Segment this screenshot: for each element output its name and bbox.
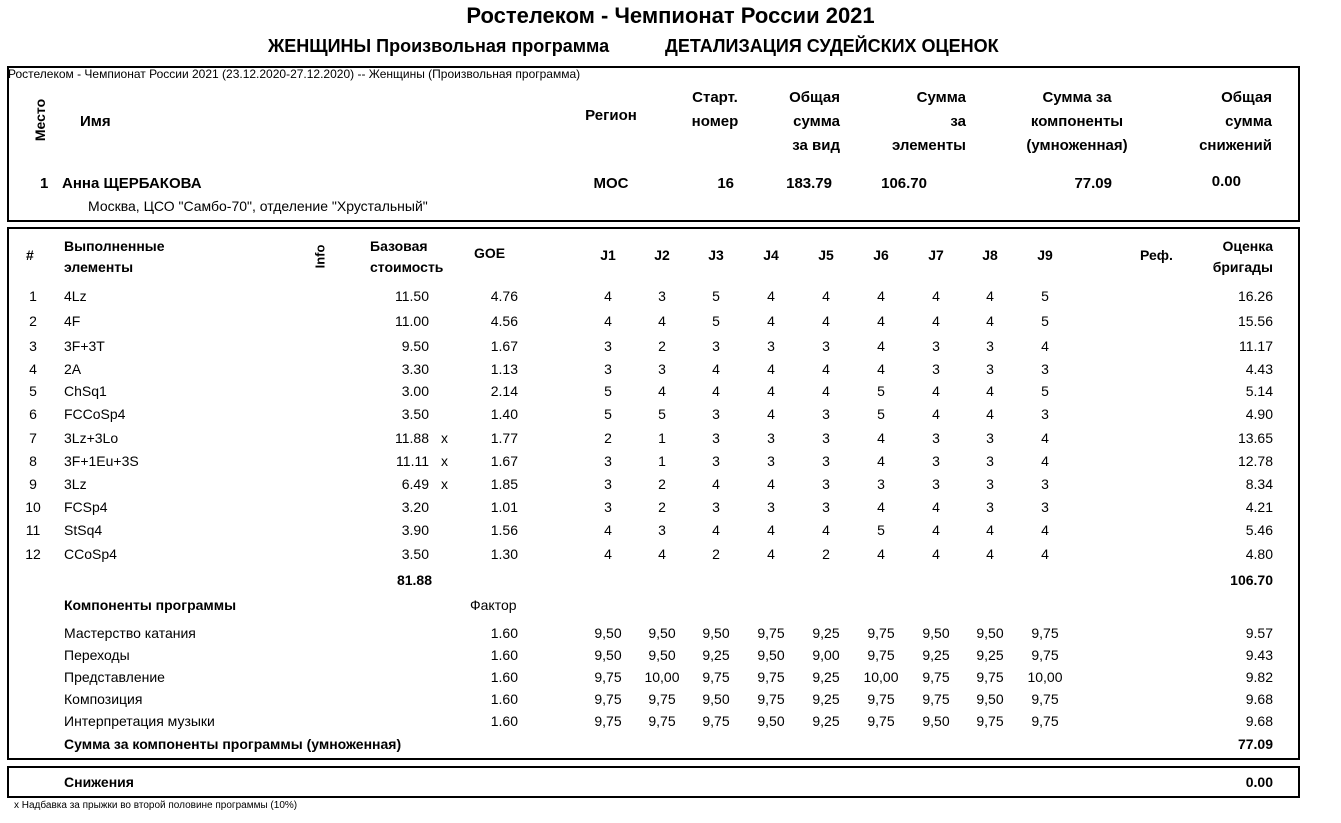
judge-score: 4	[604, 313, 612, 329]
skater-place: 1	[40, 175, 49, 192]
col-executed	[64, 236, 165, 278]
components-title: Компоненты программы	[64, 597, 237, 613]
judge-score: 4	[822, 383, 830, 399]
judge-score: 4	[658, 383, 666, 399]
col-ref: Реф.	[1140, 247, 1173, 263]
judge-score: 3	[604, 476, 612, 492]
judge-score: 4	[877, 338, 885, 354]
judge-score: 9,25	[812, 691, 840, 707]
judge-score: 4	[658, 313, 666, 329]
element-name: 3Lz+3Lo	[64, 430, 119, 446]
bonus-marker: x	[441, 430, 448, 446]
judge-score: 4	[767, 406, 775, 422]
element-base-value: 3.50	[401, 546, 429, 562]
col-info: Info	[312, 244, 328, 269]
judge-score: 2	[658, 499, 666, 515]
judge-score: 9,50	[757, 713, 785, 729]
judge-score: 4	[986, 383, 994, 399]
judge-score: 4	[986, 288, 994, 304]
col-judge-8: J8	[982, 247, 998, 263]
judge-score: 9,75	[757, 669, 785, 685]
component-name: Композиция	[64, 691, 143, 707]
judge-score: 5	[604, 383, 612, 399]
judge-score: 4	[712, 522, 720, 538]
judge-score: 3	[712, 406, 720, 422]
element-base-value: 3.50	[401, 406, 429, 422]
element-panel-score: 4.21	[1245, 499, 1273, 515]
col-judge-2: J2	[654, 247, 670, 263]
element-base-value: 9.50	[401, 338, 429, 354]
judge-score: 9,75	[867, 713, 895, 729]
judge-score: 9,50	[757, 647, 785, 663]
judge-score: 4	[604, 522, 612, 538]
col-num: #	[26, 247, 34, 263]
element-panel-score: 4.80	[1245, 546, 1273, 562]
judge-score: 3	[986, 338, 994, 354]
col-judge-1: J1	[600, 247, 616, 263]
judge-score: 5	[1041, 383, 1049, 399]
judge-score: 9,75	[976, 669, 1004, 685]
label: Оценка	[1222, 238, 1273, 254]
judge-score: 3	[1041, 499, 1049, 515]
judge-score: 9,25	[812, 669, 840, 685]
judge-score: 4	[712, 383, 720, 399]
page-title: Ростелеком - Чемпионат России 2021	[466, 3, 875, 28]
element-num: 9	[29, 476, 37, 492]
skater-tss: 183.79	[786, 175, 832, 192]
bonus-marker: x	[441, 453, 448, 469]
judge-score: 4	[1041, 430, 1049, 446]
judge-score: 2	[658, 476, 666, 492]
judge-score: 3	[712, 430, 720, 446]
component-score: 9.57	[1245, 625, 1273, 641]
label: сумма	[793, 113, 840, 130]
col-judge-6: J6	[873, 247, 889, 263]
judge-score: 4	[877, 361, 885, 377]
element-base-value: 6.49	[401, 476, 429, 492]
label: элементы	[64, 259, 134, 275]
judge-score: 9,50	[648, 625, 676, 641]
element-base-value: 3.90	[401, 522, 429, 538]
label: Общая	[1221, 89, 1272, 106]
judge-score: 4	[1041, 522, 1049, 538]
judge-score: 2	[822, 546, 830, 562]
judge-score: 4	[712, 361, 720, 377]
judge-score: 5	[877, 522, 885, 538]
judge-score: 9,75	[757, 691, 785, 707]
judge-score: 3	[986, 476, 994, 492]
judge-score: 9,75	[594, 691, 622, 707]
judge-score: 3	[658, 361, 666, 377]
judge-score: 4	[767, 546, 775, 562]
component-name: Интерпретация музыки	[64, 713, 215, 729]
col-judge-3: J3	[708, 247, 724, 263]
judge-score: 3	[932, 338, 940, 354]
element-panel-score: 8.34	[1245, 476, 1273, 492]
element-base-value: 11.50	[395, 288, 429, 304]
element-name: FCSp4	[64, 499, 108, 515]
element-name: 3F+1Eu+3S	[64, 453, 139, 469]
judge-score: 4	[658, 546, 666, 562]
judge-score: 4	[877, 453, 885, 469]
element-name: 3Lz	[64, 476, 87, 492]
skater-tes: 106.70	[881, 175, 927, 192]
label: стоимость	[370, 259, 444, 275]
judge-score: 9,50	[976, 691, 1004, 707]
judge-score: 4	[986, 522, 994, 538]
judge-score: 9,50	[648, 647, 676, 663]
segment-title: ЖЕНЩИНЫ Произвольная программа	[268, 36, 610, 56]
judge-score: 4	[986, 546, 994, 562]
element-goe: 1.67	[490, 338, 518, 354]
component-name: Переходы	[64, 647, 130, 663]
judge-score: 3	[604, 499, 612, 515]
judge-score: 4	[1041, 546, 1049, 562]
judge-score: 1	[658, 430, 666, 446]
header-name: Имя	[80, 113, 111, 130]
judge-score: 5	[712, 313, 720, 329]
judge-score: 4	[1041, 338, 1049, 354]
deductions-label: Снижения	[64, 774, 134, 790]
judge-score: 9,75	[1031, 647, 1059, 663]
judge-score: 9,75	[594, 669, 622, 685]
component-score: 9.43	[1245, 647, 1273, 663]
judge-score: 5	[1041, 313, 1049, 329]
element-base-value: 3.00	[401, 383, 429, 399]
judge-score: 3	[658, 288, 666, 304]
component-factor: 1.60	[490, 625, 518, 641]
skater-pcs: 77.09	[1074, 175, 1112, 192]
judge-score: 3	[767, 338, 775, 354]
judge-score: 3	[822, 406, 830, 422]
judge-score: 2	[712, 546, 720, 562]
judge-score: 3	[822, 499, 830, 515]
judge-score: 9,75	[648, 713, 676, 729]
judge-score: 3	[986, 430, 994, 446]
header-pcs	[1007, 86, 1147, 158]
skater-start-number: 16	[717, 175, 734, 192]
judge-score: 2	[658, 338, 666, 354]
label: Базовая	[370, 238, 428, 254]
judge-score: 9,75	[867, 625, 895, 641]
judge-score: 10,00	[644, 669, 680, 685]
judge-score: 4	[712, 476, 720, 492]
component-factor: 1.60	[490, 691, 518, 707]
element-panel-score: 5.14	[1245, 383, 1273, 399]
element-goe: 1.77	[490, 430, 518, 446]
header-tes	[860, 86, 966, 158]
component-name: Представление	[64, 669, 165, 685]
header-region: Регион	[585, 107, 637, 124]
judge-score: 4	[932, 546, 940, 562]
element-num: 7	[29, 430, 37, 446]
element-num: 2	[29, 313, 37, 329]
judge-score: 4	[932, 499, 940, 515]
component-factor: 1.60	[490, 647, 518, 663]
component-factor: 1.60	[490, 713, 518, 729]
label: бригады	[1212, 259, 1273, 275]
judge-score: 5	[1041, 288, 1049, 304]
element-num: 6	[29, 406, 37, 422]
judge-score: 5	[877, 383, 885, 399]
judge-score: 5	[604, 406, 612, 422]
element-name: 2A	[64, 361, 82, 377]
element-name: 3F+3T	[64, 338, 105, 354]
judge-score: 9,75	[1031, 713, 1059, 729]
col-base	[370, 236, 443, 278]
judge-score: 4	[767, 361, 775, 377]
label: элементы	[891, 137, 966, 154]
skater-name: Анна ЩЕРБАКОВА	[62, 175, 202, 192]
element-base-value: 11.00	[395, 313, 429, 329]
judge-score: 4	[986, 406, 994, 422]
label: за вид	[792, 137, 840, 154]
judge-score: 9,50	[702, 691, 730, 707]
judge-score: 3	[822, 338, 830, 354]
judge-score: 9,75	[922, 691, 950, 707]
judge-score: 9,75	[594, 713, 622, 729]
judge-score: 3	[767, 453, 775, 469]
judge-score: 3	[822, 430, 830, 446]
judge-score: 3	[712, 499, 720, 515]
element-name: 4Lz	[64, 288, 87, 304]
element-panel-score: 13.65	[1237, 430, 1273, 446]
label: Старт.	[692, 89, 738, 106]
judge-score: 3	[712, 338, 720, 354]
judge-score: 9,75	[757, 625, 785, 641]
component-score: 9.68	[1245, 713, 1273, 729]
col-judge-9: J9	[1037, 247, 1053, 263]
judge-score: 3	[932, 453, 940, 469]
judge-score: 4	[767, 313, 775, 329]
judge-score: 3	[767, 499, 775, 515]
judge-score: 3	[986, 361, 994, 377]
element-base-value: 3.30	[401, 361, 429, 377]
skater-deductions: 0.00	[1211, 173, 1241, 190]
col-judge-7: J7	[928, 247, 944, 263]
label: Сумма за	[1042, 89, 1112, 106]
footnote: x Надбавка за прыжки во второй половине программы (10%)	[14, 800, 298, 811]
judge-score: 3	[1041, 361, 1049, 377]
element-name: StSq4	[64, 522, 103, 538]
judge-score: 4	[877, 430, 885, 446]
judge-score: 4	[1041, 453, 1049, 469]
element-num: 10	[25, 499, 41, 515]
judge-score: 9,50	[922, 625, 950, 641]
judge-score: 4	[877, 546, 885, 562]
element-panel-score: 5.46	[1245, 522, 1273, 538]
judge-score: 5	[712, 288, 720, 304]
element-num: 12	[25, 546, 41, 562]
judge-score: 3	[658, 522, 666, 538]
judge-score: 4	[932, 383, 940, 399]
skater-region: MOC	[593, 175, 629, 192]
judge-score: 4	[932, 522, 940, 538]
element-name: 4F	[64, 313, 81, 329]
judge-score: 4	[932, 406, 940, 422]
element-name: CCoSp4	[64, 546, 117, 562]
element-base-value: 11.11	[396, 453, 429, 469]
label: снижений	[1199, 137, 1272, 154]
element-panel-score: 4.90	[1245, 406, 1273, 422]
element-num: 11	[25, 522, 41, 538]
component-name: Мастерство катания	[64, 625, 196, 641]
judge-score: 9,75	[1031, 691, 1059, 707]
label: компоненты	[1030, 113, 1124, 130]
component-score: 9.68	[1245, 691, 1273, 707]
label: за	[950, 113, 966, 130]
judge-score: 3	[986, 499, 994, 515]
judge-score: 3	[604, 453, 612, 469]
component-score: 9.82	[1245, 669, 1273, 685]
judge-score: 9,25	[922, 647, 950, 663]
judge-score: 4	[767, 383, 775, 399]
skater-club: Москва, ЦСО "Самбо-70", отделение "Хрустальный"	[88, 198, 428, 214]
judge-score: 3	[932, 430, 940, 446]
deductions-value: 0.00	[1245, 774, 1273, 790]
element-name: FCCoSp4	[64, 406, 126, 422]
col-judge-5: J5	[818, 247, 834, 263]
element-num: 4	[29, 361, 37, 377]
judge-score: 3	[822, 453, 830, 469]
judge-score: 4	[986, 313, 994, 329]
elements-total-score: 106.70	[1230, 572, 1273, 588]
elements-total-base: 81.88	[396, 572, 432, 588]
judge-score: 9,25	[812, 713, 840, 729]
judge-score: 1	[658, 453, 666, 469]
judge-score: 10,00	[1027, 669, 1063, 685]
element-goe: 1.40	[490, 406, 518, 422]
judge-score: 9,50	[922, 713, 950, 729]
label: (умноженная)	[1026, 137, 1128, 154]
judge-score: 9,50	[594, 625, 622, 641]
report-title: ДЕТАЛИЗАЦИЯ СУДЕЙСКИХ ОЦЕНОК	[665, 36, 999, 56]
judge-score: 4	[822, 522, 830, 538]
label: Сумма	[916, 89, 966, 106]
element-goe: 1.85	[490, 476, 518, 492]
judge-score: 3	[932, 361, 940, 377]
judge-score: 4	[932, 313, 940, 329]
element-base-value: 3.20	[401, 499, 429, 515]
judge-score: 5	[877, 406, 885, 422]
judge-score: 9,75	[976, 713, 1004, 729]
element-goe: 1.56	[490, 522, 518, 538]
element-num: 8	[29, 453, 37, 469]
label: Общая	[789, 89, 840, 106]
element-panel-score: 4.43	[1245, 361, 1273, 377]
judge-score: 4	[877, 499, 885, 515]
judge-score: 3	[1041, 476, 1049, 492]
deductions-box	[7, 766, 1300, 798]
element-num: 5	[29, 383, 37, 399]
element-base-value: 11.88	[395, 430, 429, 446]
judge-score: 4	[767, 476, 775, 492]
header-place: Место	[32, 98, 48, 142]
judge-score: 9,75	[922, 669, 950, 685]
element-goe: 1.13	[490, 361, 518, 377]
bonus-marker: x	[441, 476, 448, 492]
judge-score: 9,25	[976, 647, 1004, 663]
judge-score: 3	[822, 476, 830, 492]
judge-score: 9,75	[867, 647, 895, 663]
judge-score: 9,75	[702, 669, 730, 685]
header-tss	[740, 86, 840, 158]
element-goe: 1.30	[490, 546, 518, 562]
col-panel-score	[1180, 236, 1273, 278]
judge-score: 9,75	[1031, 625, 1059, 641]
judge-score: 4	[877, 288, 885, 304]
element-panel-score: 16.26	[1237, 288, 1273, 304]
components-sum-label: Сумма за компоненты программы (умноженная)	[64, 736, 402, 752]
judge-score: 4	[767, 522, 775, 538]
judge-score: 4	[877, 313, 885, 329]
label: номер	[691, 113, 739, 130]
event-line: Ростелеком - Чемпионат России 2021 (23.12.2020-27.12.2020) -- Женщины (Произвольная программа)	[8, 67, 581, 81]
judge-score: 9,75	[702, 713, 730, 729]
judge-score: 9,25	[812, 625, 840, 641]
element-panel-score: 11.17	[1239, 338, 1273, 354]
judge-score: 4	[822, 361, 830, 377]
element-name: ChSq1	[64, 383, 107, 399]
judge-score: 4	[822, 313, 830, 329]
judge-score: 9,50	[702, 625, 730, 641]
element-goe: 1.01	[490, 499, 518, 515]
judge-score: 3	[986, 453, 994, 469]
judge-score: 4	[604, 288, 612, 304]
judge-score: 2	[604, 430, 612, 446]
element-num: 1	[29, 288, 37, 304]
judge-score: 5	[658, 406, 666, 422]
judge-score: 9,75	[867, 691, 895, 707]
judge-score: 4	[604, 546, 612, 562]
judge-score: 10,00	[863, 669, 899, 685]
judge-score: 4	[767, 288, 775, 304]
judge-score: 9,50	[976, 625, 1004, 641]
judge-score: 3	[932, 476, 940, 492]
judge-score: 3	[1041, 406, 1049, 422]
judge-score: 9,50	[594, 647, 622, 663]
judge-score: 3	[877, 476, 885, 492]
judge-score: 9,00	[812, 647, 840, 663]
judge-score: 4	[932, 288, 940, 304]
judge-score: 3	[604, 338, 612, 354]
judge-score: 9,75	[648, 691, 676, 707]
factor-label: Фактор	[470, 597, 517, 613]
element-goe: 2.14	[490, 383, 518, 399]
col-judge-4: J4	[763, 247, 779, 263]
element-panel-score: 12.78	[1237, 453, 1273, 469]
element-goe: 1.67	[490, 453, 518, 469]
element-goe: 4.56	[490, 313, 518, 329]
judge-score: 3	[712, 453, 720, 469]
element-goe: 4.76	[490, 288, 518, 304]
element-num: 3	[29, 338, 37, 354]
judge-score: 3	[767, 430, 775, 446]
col-goe: GOE	[474, 245, 506, 261]
component-factor: 1.60	[490, 669, 518, 685]
judge-score: 3	[604, 361, 612, 377]
components-sum: 77.09	[1237, 736, 1273, 752]
label: Выполненные	[64, 238, 165, 254]
judge-score: 9,25	[702, 647, 730, 663]
header-deductions	[1160, 86, 1272, 158]
element-panel-score: 15.56	[1237, 313, 1273, 329]
label: сумма	[1225, 113, 1272, 130]
judge-score: 4	[822, 288, 830, 304]
